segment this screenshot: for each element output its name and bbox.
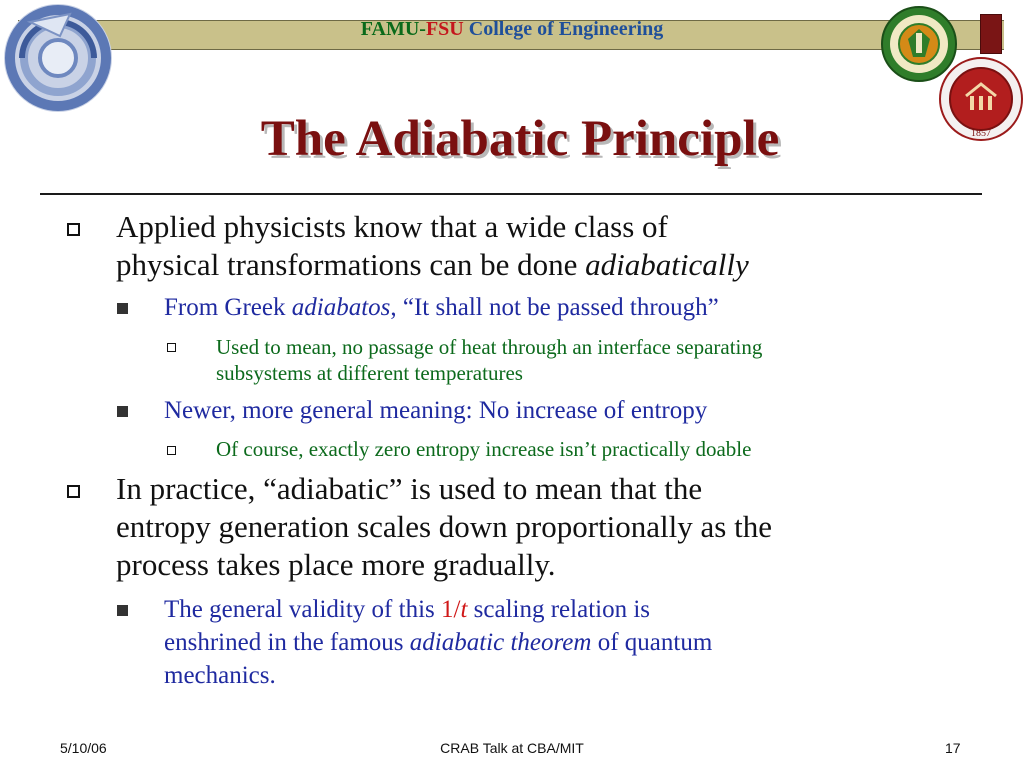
fsu-seal-year: 1857 — [971, 128, 991, 139]
hollow-square-bullet-icon — [67, 485, 80, 498]
solid-square-bullet-icon — [117, 303, 128, 314]
bullet-1a-i-line-2: subsystems at different temperatures — [216, 361, 523, 385]
hollow-square-bullet-icon — [167, 343, 176, 352]
hollow-square-bullet-icon — [167, 446, 176, 455]
bullet-2-line-1: In practice, “adiabatic” is used to mean that the — [116, 471, 703, 506]
bullet-1a: From Greek adiabatos, “It shall not be passed through” — [164, 294, 719, 321]
bullet-1a-i-line-1: Used to mean, no passage of heat through an interface separating — [216, 335, 763, 359]
hollow-square-bullet-icon — [67, 223, 80, 236]
crab-logo-icon — [0, 0, 120, 120]
bullet-2a-line-3: mechanics. — [164, 662, 276, 689]
bullet-2-line-3: process takes place more gradually. — [116, 547, 556, 582]
solid-square-bullet-icon — [117, 406, 128, 417]
page-number: 17 — [945, 740, 961, 756]
slide-title: The Adiabatic Principle — [260, 111, 780, 167]
title-divider — [40, 193, 982, 195]
footer-date: 5/10/06 — [60, 740, 107, 756]
bullet-2a-line-2: enshrined in the famous adiabatic theorem of quantum — [164, 629, 713, 656]
footer-center: CRAB Talk at CBA/MIT — [440, 740, 584, 756]
bullet-1b: Newer, more general meaning: No increase of entropy — [164, 397, 708, 424]
header-title: FAMU-FSU College of Engineering — [360, 18, 664, 40]
bullet-1-line-2: physical transformations can be done adiabatically — [116, 247, 749, 282]
bullet-1-line-1: Applied physicists know that a wide class of — [116, 209, 668, 244]
bullet-2a-line-1: The general validity of this 1/t scaling relation is — [164, 596, 651, 623]
solid-square-bullet-icon — [117, 605, 128, 616]
bullet-1b-i: Of course, exactly zero entropy increase isn’t practically doable — [216, 437, 752, 461]
bullet-2-line-2: entropy generation scales down proportionally as the — [116, 509, 772, 544]
